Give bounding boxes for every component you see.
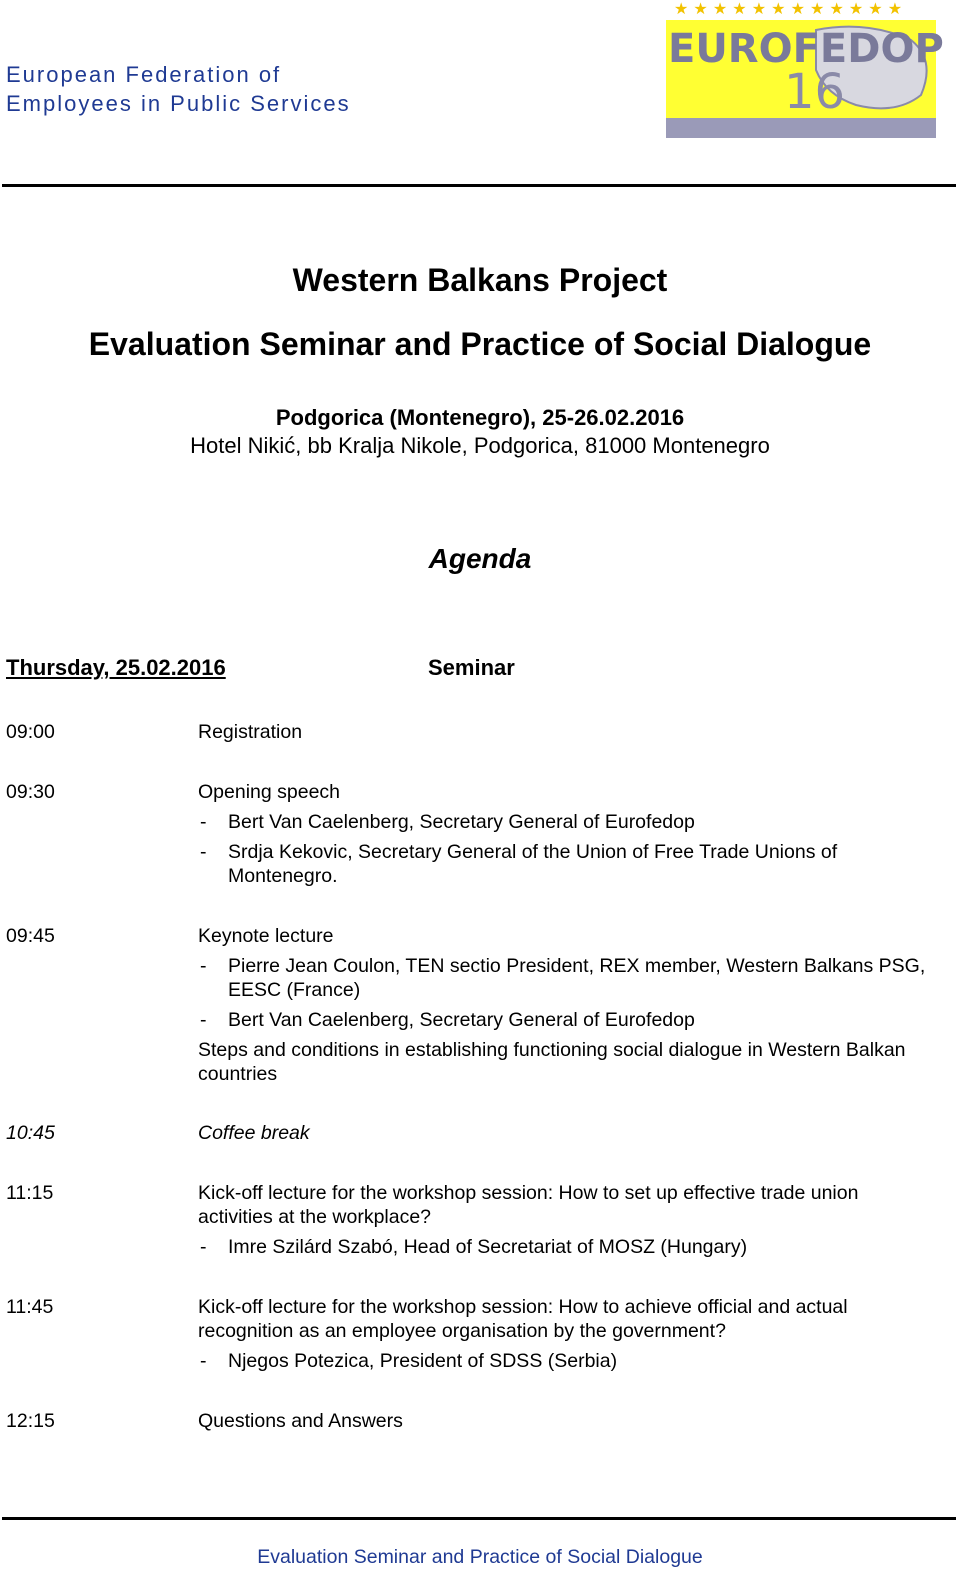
day-header xyxy=(6,655,515,681)
speaker-text: Imre Szilárd Szabó, Head of Secretariat of MOSZ (Hungary) xyxy=(228,1236,748,1258)
speaker-item xyxy=(198,810,933,834)
item-time: 09:30 xyxy=(6,781,55,803)
item-time: 09:00 xyxy=(6,721,55,743)
list-dash: - xyxy=(200,1350,207,1372)
project-title: Western Balkans Project xyxy=(292,262,668,298)
list-dash: - xyxy=(200,1236,207,1258)
speaker-text: Pierre Jean Coulon, TEN sectio President, REX member, Western Balkans PSG, EESC (France) xyxy=(228,955,926,1001)
logo-text: EUROFEDOP xyxy=(668,26,944,72)
speaker-text: Srdja Kekovic, Secretary General of the Union of Free Trade Unions of Montenegro. xyxy=(228,841,838,887)
item-time: 10:45 xyxy=(6,1122,55,1144)
seminar-title: Evaluation Seminar and Practice of Social Dialogue xyxy=(88,326,872,362)
location-date: Podgorica (Montenegro), 25-26.02.2016 xyxy=(275,405,685,430)
speaker-item xyxy=(198,1008,933,1032)
list-dash: - xyxy=(200,811,207,833)
org-line-1: European Federation of xyxy=(6,62,282,87)
footer-text: Evaluation Seminar and Practice of Social Dialogue xyxy=(257,1546,703,1568)
header-rule xyxy=(2,184,956,187)
item-title: Registration xyxy=(198,721,303,743)
speaker-item xyxy=(198,1349,933,1373)
speaker-text: Bert Van Caelenberg, Secretary General of Eurofedop xyxy=(228,811,695,833)
logo-number: 16 xyxy=(784,64,846,120)
org-line-2: Employees in Public Services xyxy=(6,91,351,116)
item-title: Questions and Answers xyxy=(198,1410,403,1432)
agenda-heading: Agenda xyxy=(428,543,532,574)
day-date: Thursday, 25.02.2016 xyxy=(6,655,226,680)
item-title: Kick-off lecture for the workshop session: How to achieve official and actual recognition as an employee organisation by the government? xyxy=(198,1296,848,1342)
item-title: Keynote lecture xyxy=(198,925,334,947)
speaker-text: Njegos Potezica, President of SDSS (Serbia) xyxy=(228,1350,618,1372)
item-title: Opening speech xyxy=(198,781,341,803)
svg-text:★ ★ ★ ★ ★ ★ ★ ★ ★ ★ ★ ★: ★ ★ ★ ★ ★ ★ ★ ★ ★ ★ ★ ★ xyxy=(674,0,903,18)
organization-name xyxy=(6,60,351,118)
list-dash: - xyxy=(200,1009,207,1031)
eurofedop-logo xyxy=(666,0,956,140)
item-time: 11:15 xyxy=(6,1182,54,1204)
footer-rule xyxy=(2,1517,956,1520)
item-time: 09:45 xyxy=(6,925,55,947)
item-title: Coffee break xyxy=(198,1122,310,1144)
item-time: 11:45 xyxy=(6,1296,54,1318)
list-dash: - xyxy=(200,955,207,977)
speaker-item xyxy=(198,840,933,888)
speaker-item xyxy=(198,1235,933,1259)
list-dash: - xyxy=(200,841,207,863)
speaker-item xyxy=(198,954,933,1002)
speaker-text: Bert Van Caelenberg, Secretary General of Eurofedop xyxy=(228,1009,695,1031)
item-note: Steps and conditions in establishing functioning social dialogue in Western Balkan countries xyxy=(198,1039,906,1085)
logo-stars xyxy=(674,0,902,18)
venue-address: Hotel Nikić, bb Kralja Nikole, Podgorica, 81000 Montenegro xyxy=(190,433,770,458)
item-title: Kick-off lecture for the workshop session: How to set up effective trade union activities at the workplace? xyxy=(198,1182,859,1228)
item-time: 12:15 xyxy=(6,1410,55,1432)
day-label: Seminar xyxy=(428,655,515,680)
